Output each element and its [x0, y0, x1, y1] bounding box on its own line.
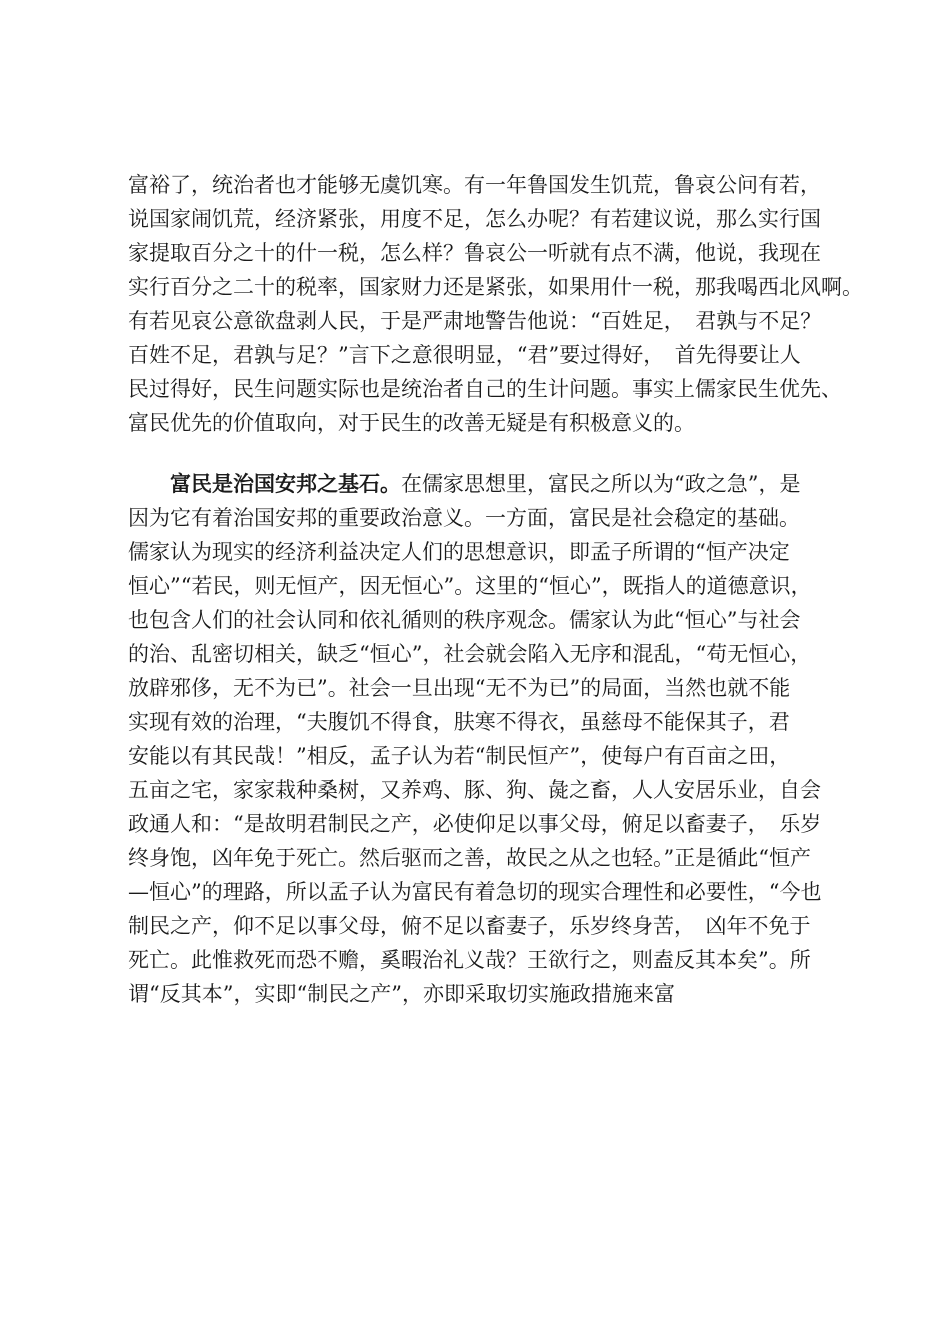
paragraph-1-line: 富民优先的价值取向，对于民生的改善无疑是有积极意义的。	[128, 411, 695, 435]
paragraph-2-line: 政通人和：“是故明君制民之产，必使仰足以事父母，俯足以畜妻子， 乐岁	[128, 812, 822, 836]
paragraph-2-line: 五亩之宅，家家栽种桑树，又养鸡、豚、狗、彘之畜，人人安居乐业，自会	[128, 778, 821, 802]
paragraph-1-line: 实行百分之二十的税率，国家财力还是紧张，如果用什一税，那我喝西北风啊。	[128, 275, 863, 299]
paragraph-2-line: 谓“反其本”，实即“制民之产”，亦即采取切实施政措施来富	[128, 982, 675, 1006]
paragraph-2-line: 制民之产，仰不足以事父母，俯不足以畜妻子，乐岁终身苦， 凶年不免于	[128, 914, 811, 938]
paragraph-2-line: 放辟邪侈，无不为已”。社会一旦出现“无不为已”的局面，当然也就不能	[128, 676, 791, 700]
paragraph-2-line: 安能以有其民哉！”相反，孟子认为若“制民恒产”，使每户有百亩之田，	[128, 744, 791, 768]
paragraph-1-line: 百姓不足，君孰与足？”言下之意很明显，“君”要过得好， 首先得要让人	[128, 343, 801, 367]
paragraph-1-line: 富裕了，统治者也才能够无虞饥寒。有一年鲁国发生饥荒，鲁哀公问有若，	[128, 173, 821, 197]
paragraph-1-line: 说国家闹饥荒，经济紧张，用度不足，怎么办呢？有若建议说，那么实行国	[128, 207, 821, 231]
paragraph-2-first-line	[170, 467, 800, 501]
paragraph-2-line: 死亡。此惟救死而恐不赡，奚暇治礼义哉？王欲行之，则盍反其本矣”。所	[128, 948, 811, 972]
paragraph-2-line: 也包含人们的社会认同和依礼循则的秩序观念。儒家认为此“恒心”与社会	[128, 608, 801, 632]
paragraph-2-line: 终身饱，凶年免于死亡。然后驱而之善，故民之从之也轻。”正是循此“恒产	[128, 846, 811, 870]
paragraph-1-line: 有若见哀公意欲盘剥人民，于是严肃地警告他说：“百姓足， 君孰与不足？	[128, 309, 822, 333]
paragraph-1-line: 民过得好，民生问题实际也是统治者自己的生计问题。事实上儒家民生优先、	[128, 377, 842, 401]
paragraph-2-line: 恒心”“若民，则无恒产，因无恒心”。这里的“恒心”，既指人的道德意识，	[128, 574, 812, 598]
paragraph-2-line: 实现有效的治理，“夫腹饥不得食，肤寒不得衣，虽慈母不能保其子，君	[128, 710, 790, 734]
paragraph-2-line: 的治、乱密切相关，缺乏“恒心”，社会就会陷入无序和混乱，“苟无恒心，	[128, 642, 812, 666]
paragraph-2-line: 因为它有着治国安邦的重要政治意义。一方面，富民是社会稳定的基础。	[128, 506, 800, 530]
paragraph-1-line: 家提取百分之十的什一税，怎么样？鲁哀公一听就有点不满，他说，我现在	[128, 241, 821, 265]
paragraph-2-line: —恒心”的理路，所以孟子认为富民有着急切的现实合理性和必要性，“今也	[128, 880, 822, 904]
paragraph-2-lead-heading: 富民是治国安邦之基石。	[170, 472, 401, 496]
paragraph-2-line: 儒家认为现实的经济利益决定人们的思想意识，即孟子所谓的“恒产决定	[128, 540, 790, 564]
paragraph-2-first-line-text: 在儒家思想里，富民之所以为“政之急”，是	[401, 472, 801, 496]
